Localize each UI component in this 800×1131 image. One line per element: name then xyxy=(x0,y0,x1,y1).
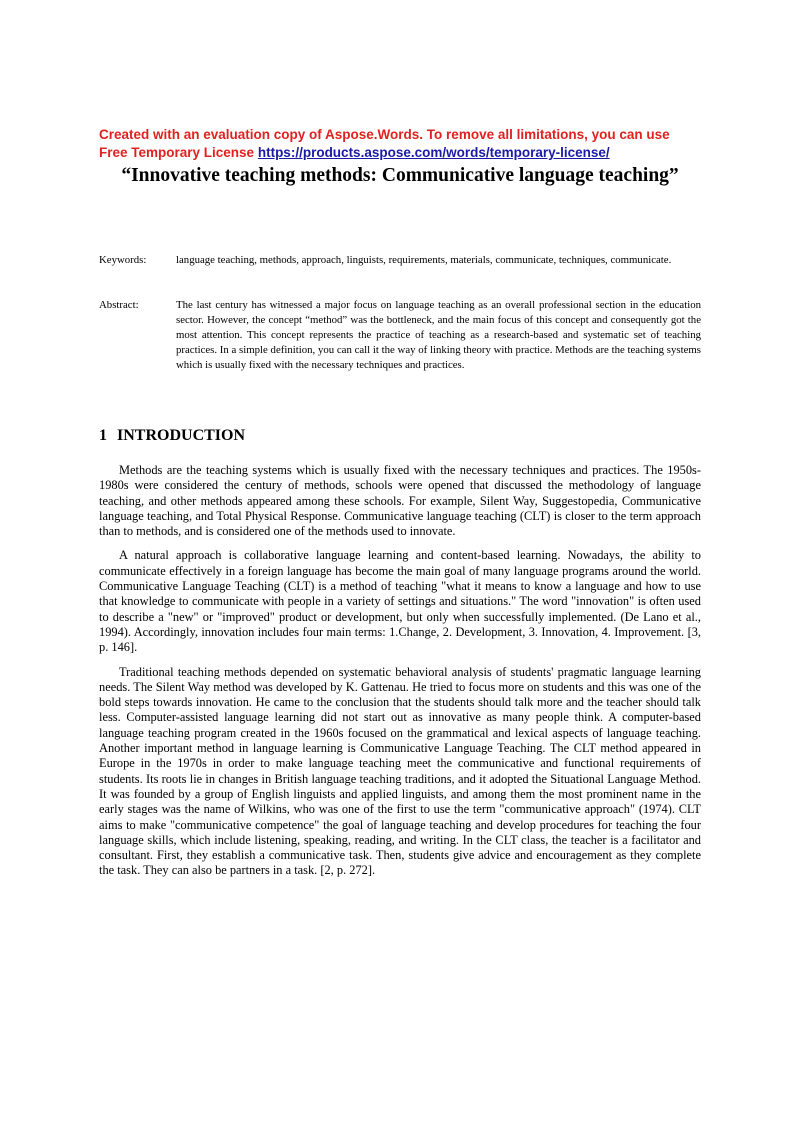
keywords-label: Keywords: xyxy=(99,254,147,266)
body-text xyxy=(99,463,701,888)
paragraph: Methods are the teaching systems which is usually fixed with the necessary techniques and practices. The 1950s-1980s were considered the century of methods, schools were opened that discussed the methodology of language teaching, and other methods appeared among these schools. For example, Silent Way, Suggestopedia, Communicative language teaching, and Total Physical Response. Communicative language teaching (CLT) is closer to the term approach than to methods, and is considered one of the methods used to innovate. xyxy=(99,463,701,539)
paragraph: A natural approach is collaborative language learning and content-based learning. Nowadays, the ability to communicate effectively in a foreign language has become the main goal of many language programs around the world. Communicative Language Teaching (CLT) is a method of teaching "what it means to know a language and how to use that knowledge to communicate with people in a variety of settings and situations." The word "innovation" is often used to describe a "new" or "improved" product or development, but only when successfully implemented. (De Lano et al., 1994). Accordingly, innovation includes four main terms: 1.Change, 2. Development, 3. Innovation, 4. Improvement. [3, p. 146]. xyxy=(99,548,701,655)
section-title: INTRODUCTION xyxy=(117,427,246,444)
section-heading xyxy=(99,427,245,445)
section-number: 1 xyxy=(99,427,107,444)
watermark-line-2 xyxy=(99,144,739,162)
watermark-line-2-text: Free Temporary License xyxy=(99,145,258,160)
keywords-text: language teaching, methods, approach, linguists, requirements, materials, communicate, techniques, communicate. xyxy=(176,254,672,266)
watermark-line-1: Created with an evaluation copy of Aspose.Words. To remove all limitations, you can use xyxy=(99,127,670,142)
paragraph: Traditional teaching methods depended on systematic behavioral analysis of students' pragmatic language learning needs. The Silent Way method was developed by K. Gattenau. He tried to focus more on students and this was one of the bold steps towards innovation. He came to the conclusion that the students should talk more and the teacher should talk less. Computer-assisted language learning did not start out as innovative as many people think. A computer-based language teaching program created in the 1960s focused on the grammatical and lexical aspects of language teaching. Another important method in language learning is Communicative Language Teaching. The CLT method appeared in Europe in the 1970s in order to make language teaching meet the communicative and functional requirements of students. Its roots lie in changes in British language teaching traditions, and it adopted the Situational Language Method. It was founded by a group of English linguists and applied linguists, and among them the most prominent name in the early stages was the name of Wilkins, who was one of the first to use the term "communicative approach" (1974). CLT aims to make "communicative competence" the goal of language teaching and develop procedures for teaching the four language skills, which include listening, speaking, reading, and writing. In the CLT class, the teacher is a facilitator and consultant. First, they establish a communicative task. Then, students give advice and encouragement as they complete the task. They can also be partners in a task. [2, p. 272]. xyxy=(99,664,701,878)
evaluation-watermark xyxy=(99,126,739,162)
abstract-text: The last century has witnessed a major focus on language teaching as an overall professional section in the education sector. However, the concept “method” was the bottleneck, and the main focus of this concept and consequently got the most attention. This concept represents the practice of teaching as a research-based and systematic set of teaching practices. In a simple definition, you can call it the way of linking theory with practice. Methods are the teaching systems which is usually fixed with the necessary techniques and practices. xyxy=(176,299,701,371)
license-link[interactable]: https://products.aspose.com/words/temporary-license/ xyxy=(257,145,610,160)
document-title: “Innovative teaching methods: Communicative language teaching” xyxy=(121,165,679,186)
abstract-label: Abstract: xyxy=(99,299,139,311)
